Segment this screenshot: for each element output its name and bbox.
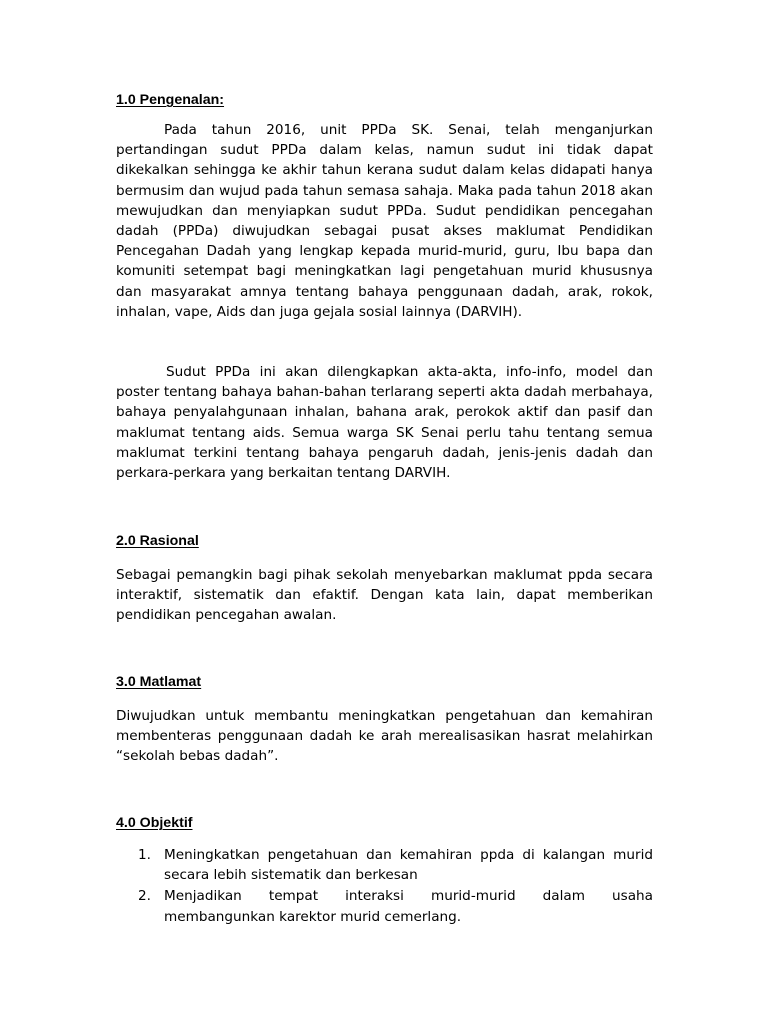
heading-rasional: 2.0 Rasional (116, 533, 199, 549)
list-item-number: 2. (138, 888, 151, 905)
heading-objektif: 4.0 Objektif (116, 815, 193, 831)
heading-pengenalan: 1.0 Pengenalan: (116, 92, 225, 108)
paragraph-pengenalan-2: Sudut PPDa ini akan dilengkapkan akta-akta, info-info, model dan poster tentang bahaya bahan-bahan terlarang seperti akta dadah merbahaya, bahaya penyalahgunaan inhalan, bahana arak, perokok aktif dan pasif dan maklumat tentang aids. Semua warga SK Senai perlu tahu tentang semua maklumat terkini tentang bahaya pengaruh dadah, jenis-jenis dadah dan perkara-perkara yang berkaitan tentang DARVIH. (116, 364, 653, 482)
list-item-number: 1. (138, 847, 151, 863)
paragraph-rasional: Sebagai pemangkin bagi pihak sekolah menyebarkan maklumat ppda secara interaktif, sistematik dan efaktif. Dengan kata lain, dapat memberikan pendidikan pencegahan awalan. (116, 567, 653, 624)
paragraph-pengenalan-1: Pada tahun 2016, unit PPDa SK. Senai, telah menganjurkan pertandingan sudut PPDa dalam kelas, namun sudut ini tidak dapat dikekalkan sehingga ke akhir tahun kerana sudut dalam kelas didapati hanya bermusim dan wujud pada tahun semasa sahaja. Maka pada tahun 2018 akan mewujudkan dan menyiapkan sudut PPDa. Sudut pendidikan pencegahan dadah (PPDa) diwujudkan sebagai pusat akses maklumat Pendidikan Pencegahan Dadah yang lengkap kepada murid-murid, guru, Ibu bapa dan komuniti setempat bagi meningkatkan lagi pengetahuan murid khususnya dan masyarakat amnya tentang bahaya penggunaan dadah, arak, rokok, inhalan, vape, Aids dan juga gejala sosial lainnya (DARVIH). (116, 122, 653, 320)
list-item (138, 845, 653, 885)
list-item-text: Meningkatkan pengetahuan dan kemahiran ppda di kalangan murid secara lebih sistematik dan berkesan (164, 847, 653, 884)
paragraph-matlamat: Diwujudkan untuk membantu meningkatkan pengetahuan dan kemahiran membenteras penggunaan dadah ke arah merealisasikan hasrat melahirkan “sekolah bebas dadah”. (116, 708, 653, 765)
heading-matlamat: 3.0 Matlamat (116, 674, 202, 690)
objektif-list (138, 845, 653, 928)
list-item (138, 886, 653, 926)
list-item-text: Menjadikan tempat interaksi murid-murid dalam usaha membangunkan karektor murid cemerlang. (164, 888, 653, 925)
